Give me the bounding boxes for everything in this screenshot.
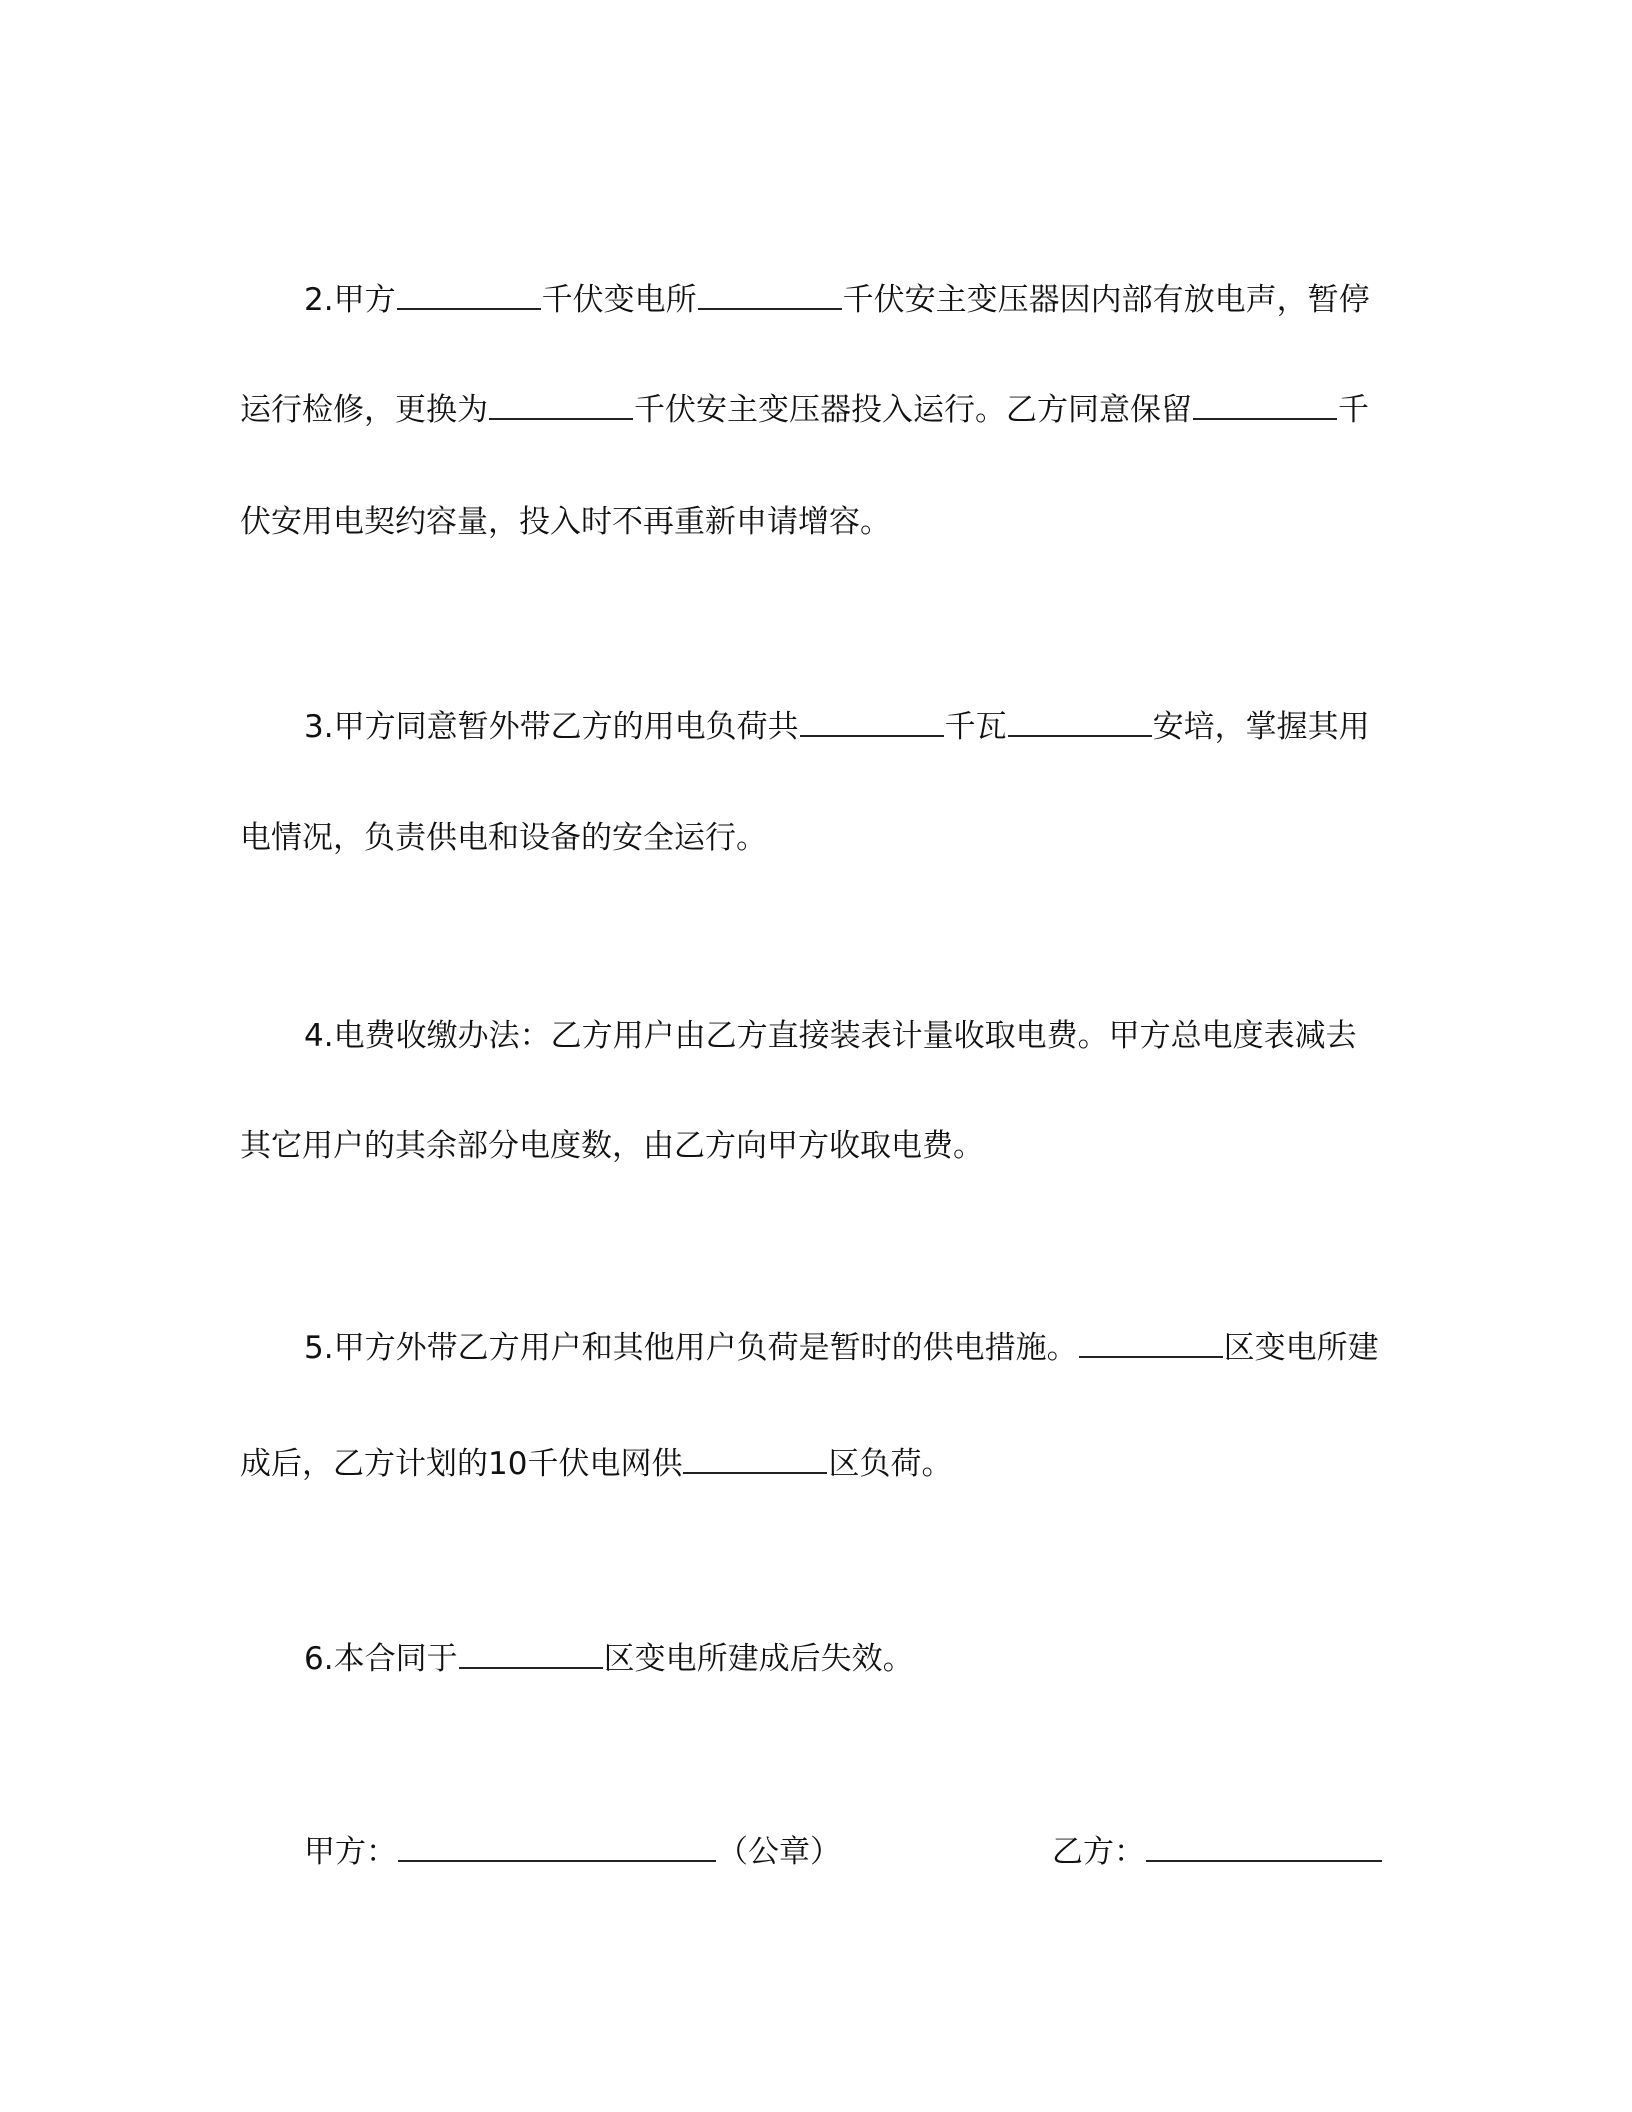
text: 区变电所建 [1223,1330,1379,1366]
text: 其它用户的其余部分电度数，由乙方向甲方收取电费。 [240,1128,984,1164]
clause-5-line-1 [304,1326,1379,1370]
fill-blank[interactable] [1008,705,1152,737]
text: 千瓦 [944,709,1007,745]
fill-blank[interactable] [459,1637,603,1669]
clause-3-line-1 [304,705,1370,749]
text: 千伏安主变压器因内部有放电声，暂停 [842,282,1370,318]
clause-3-line-2 [240,816,767,860]
text: 运行检修，更换为 [240,392,488,428]
text: 千伏变电所 [541,282,697,318]
text: 区变电所建成后失效。 [603,1641,914,1677]
signature-party-b [1052,1830,1383,1874]
text: 3.甲方同意暂外带乙方的用电负荷共 [304,709,799,745]
party-a-signature-blank[interactable] [398,1830,716,1862]
clause-6-line-1 [304,1637,914,1681]
text: 千 [1338,392,1369,428]
party-b-signature-blank[interactable] [1146,1830,1382,1862]
text: 5.甲方外带乙方用户和其他用户负荷是暂时的供电措施。 [304,1330,1078,1366]
fill-blank[interactable] [1193,388,1337,420]
fill-blank[interactable] [683,1442,827,1474]
text: 成后，乙方计划的10千伏电网供 [240,1446,683,1482]
clause-4-line-2 [240,1124,984,1168]
seal-label: （公章） [717,1834,841,1870]
party-b-label: 乙方： [1052,1834,1145,1870]
text: 安培，掌握其用 [1152,709,1370,745]
text: 区负荷。 [828,1446,953,1482]
text: 6.本合同于 [304,1641,458,1677]
party-a-label: 甲方： [304,1834,397,1870]
fill-blank[interactable] [489,388,633,420]
clause-2-line-1 [304,278,1370,322]
clause-2-line-3 [240,500,891,544]
text: 2.甲方 [304,282,396,318]
fill-blank[interactable] [800,705,944,737]
clause-4-line-1 [304,1014,1357,1058]
fill-blank[interactable] [1079,1326,1223,1358]
fill-blank[interactable] [698,278,842,310]
text: 千伏安主变压器投入运行。乙方同意保留 [634,392,1192,428]
clause-2-line-2 [240,388,1369,432]
signature-party-a [304,1830,841,1874]
fill-blank[interactable] [397,278,541,310]
text: 伏安用电契约容量，投入时不再重新申请增容。 [240,504,891,540]
text: 4.电费收缴办法：乙方用户由乙方直接装表计量收取电费。甲方总电度表减去 [304,1018,1357,1054]
text: 电情况，负责供电和设备的安全运行。 [240,820,767,856]
clause-5-line-2 [240,1442,952,1486]
